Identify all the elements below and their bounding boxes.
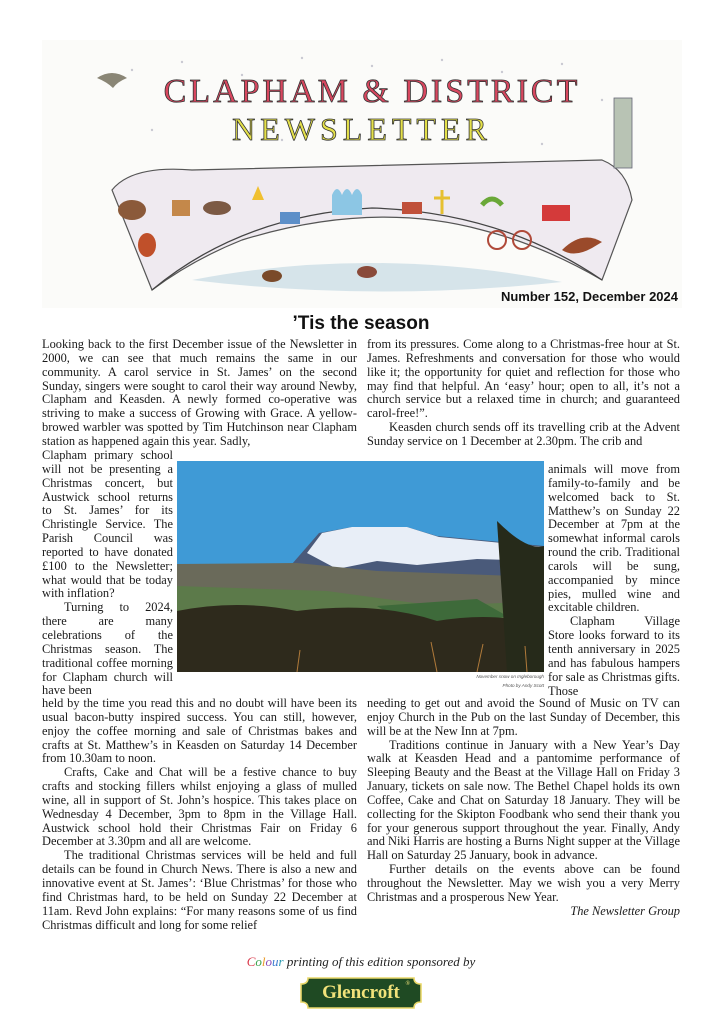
glencroft-logo — [300, 977, 422, 1009]
ingleborough-photo — [177, 461, 544, 672]
river — [192, 263, 562, 292]
left-column-top — [42, 338, 357, 449]
paragraph: held by the time you read this and no doubt will have been its usual bacon-butty inspired success. You can still, however, enjoy the coffee morning and sale of Christmas bakes and crafts at St. Matthew’s in Keasden on Saturday 14 December from 10.30am to noon. — [42, 696, 357, 766]
bird-drawing — [97, 73, 127, 88]
right-column-narrow — [548, 463, 680, 698]
right-column-bottom — [367, 697, 680, 919]
colour-letter: C — [246, 954, 256, 969]
masthead-illustration — [42, 40, 682, 308]
paragraph: Clapham Village Store looks forward to its tenth anniversary in 2025 and has fabulous hampers for sale as Christmas gifts. Those — [548, 614, 680, 698]
paragraph: Further details on the events above can be found throughout the Newsletter. May we wish you a very Merry Christmas and a prosperous New Year. — [367, 862, 680, 904]
masthead-title-line1: CLAPHAM & DISTRICT — [163, 73, 581, 110]
masthead — [42, 40, 682, 308]
sponsor-text: printing of this edition sponsored by — [283, 954, 476, 969]
issue-number: Number 152, December 2024 — [500, 289, 678, 304]
paragraph: from its pressures. Come along to a Christmas-free hour at St. James. Refreshments and conversation for those who would like it; the opportunity for quiet and reflection for those who may find that helpful. An ‘easy’ hour; open to all, it’s not a church service but a relaxed time in church; and guaranteed carol-free!”. — [367, 337, 680, 421]
photo-caption: November snow on Ingleborough — [476, 674, 544, 679]
paragraph: Clapham primary school will not be presenting a Christmas concert, but Austwick school returns to St. James’ for its Christingle Service. The Parish Council was reported to have donated £100 to the Newsletter; what would that be today with inflation? — [42, 448, 173, 601]
church-tower — [614, 98, 632, 168]
landscape-image — [177, 461, 544, 672]
masthead-title-line2: NEWSLETTER — [232, 111, 492, 147]
colour-letter: l — [261, 954, 266, 969]
sponsor-line — [0, 954, 722, 970]
colour-letter: o — [265, 954, 273, 969]
paragraph: Looking back to the first December issue of the Newsletter in 2000, we can see that much remains the same in our community. A carol service in St. James’ on the second Sunday, singers were sought to carol their way around Newby, Clapham and Keasden. A newly formed co-operative was striving to make a success of Growing with Grace. A yellow-browed warbler was spotted by Tim Hutchinson near Clapham station as happened again this year. Sadly, — [42, 337, 357, 448]
colour-letter: o — [255, 954, 262, 969]
paragraph: Crafts, Cake and Chat will be a festive chance to buy crafts and stocking fillers whilst enjoying a glass of mulled wine, all in support of St. John’s hospice. This takes place on Wednesday 4 December, 3pm to 8pm in the Village Hall. Austwick school hold their Christmas Fair on Friday 6 December at 3.30pm and all are welcome. — [42, 765, 357, 849]
article-headline: ’Tis the season — [292, 313, 430, 334]
left-column-bottom — [42, 697, 357, 932]
paragraph: Keasden church sends off its travelling crib at the Advent Sunday service on 1 December at 2.30pm. The crib and — [367, 420, 680, 448]
paragraph: Turning to 2024, there are many celebrations of the Christmas season. The traditional coffee morning for Clapham church will have been — [42, 600, 173, 698]
left-column-narrow — [42, 449, 173, 698]
paragraph: needing to get out and avoid the Sound of Music on TV can enjoy Church in the Pub on the last Sunday of December, this will be at the New Inn at 7pm. — [367, 696, 680, 738]
paragraph: Traditions continue in January with a New Year’s Day walk at Keasden Head and a pantomime performance of Sleeping Beauty and the Beast at the Village Hall on Friday 3 January, tickets on sale now. The Bethel Chapel holds its own Coffee, Cake and Chat on Saturday 18 January. They will be collecting for the Skipton Foodbank who send their thank you for your generous support throughout the year. Finally, Andy and Niki Harris are hosting a Burns Night supper at the Village Hall on Saturday 25 January, book in advance. — [367, 737, 680, 863]
paragraph: animals will move from family-to-family and be welcomed back to St. Matthew’s on Sunday 22 December at 7pm at the somewhat informal carols round the crib. Traditional carols will be sung, accompanied by mince pies, mulled wine and excitable children. — [548, 462, 680, 615]
paragraph: The traditional Christmas services will be held and full details can be found in Church News. There is also a new and innovative event at St. James’: ‘Blue Christmas’ for those who find Christmas hard, to be held on Sunday 22 December at 11am. Revd John explains: “For many reasons some of us find Christmas difficult and long for some relief — [42, 848, 357, 932]
logo-text: Glencroft — [322, 982, 400, 1003]
colour-letter: u — [272, 954, 279, 969]
right-column-top — [367, 338, 680, 449]
registered-mark: ® — [405, 981, 410, 987]
photo-credit: Photo by Andy Scott — [502, 683, 544, 688]
signature: The Newsletter Group — [570, 903, 680, 918]
colour-letter: r — [278, 954, 284, 969]
